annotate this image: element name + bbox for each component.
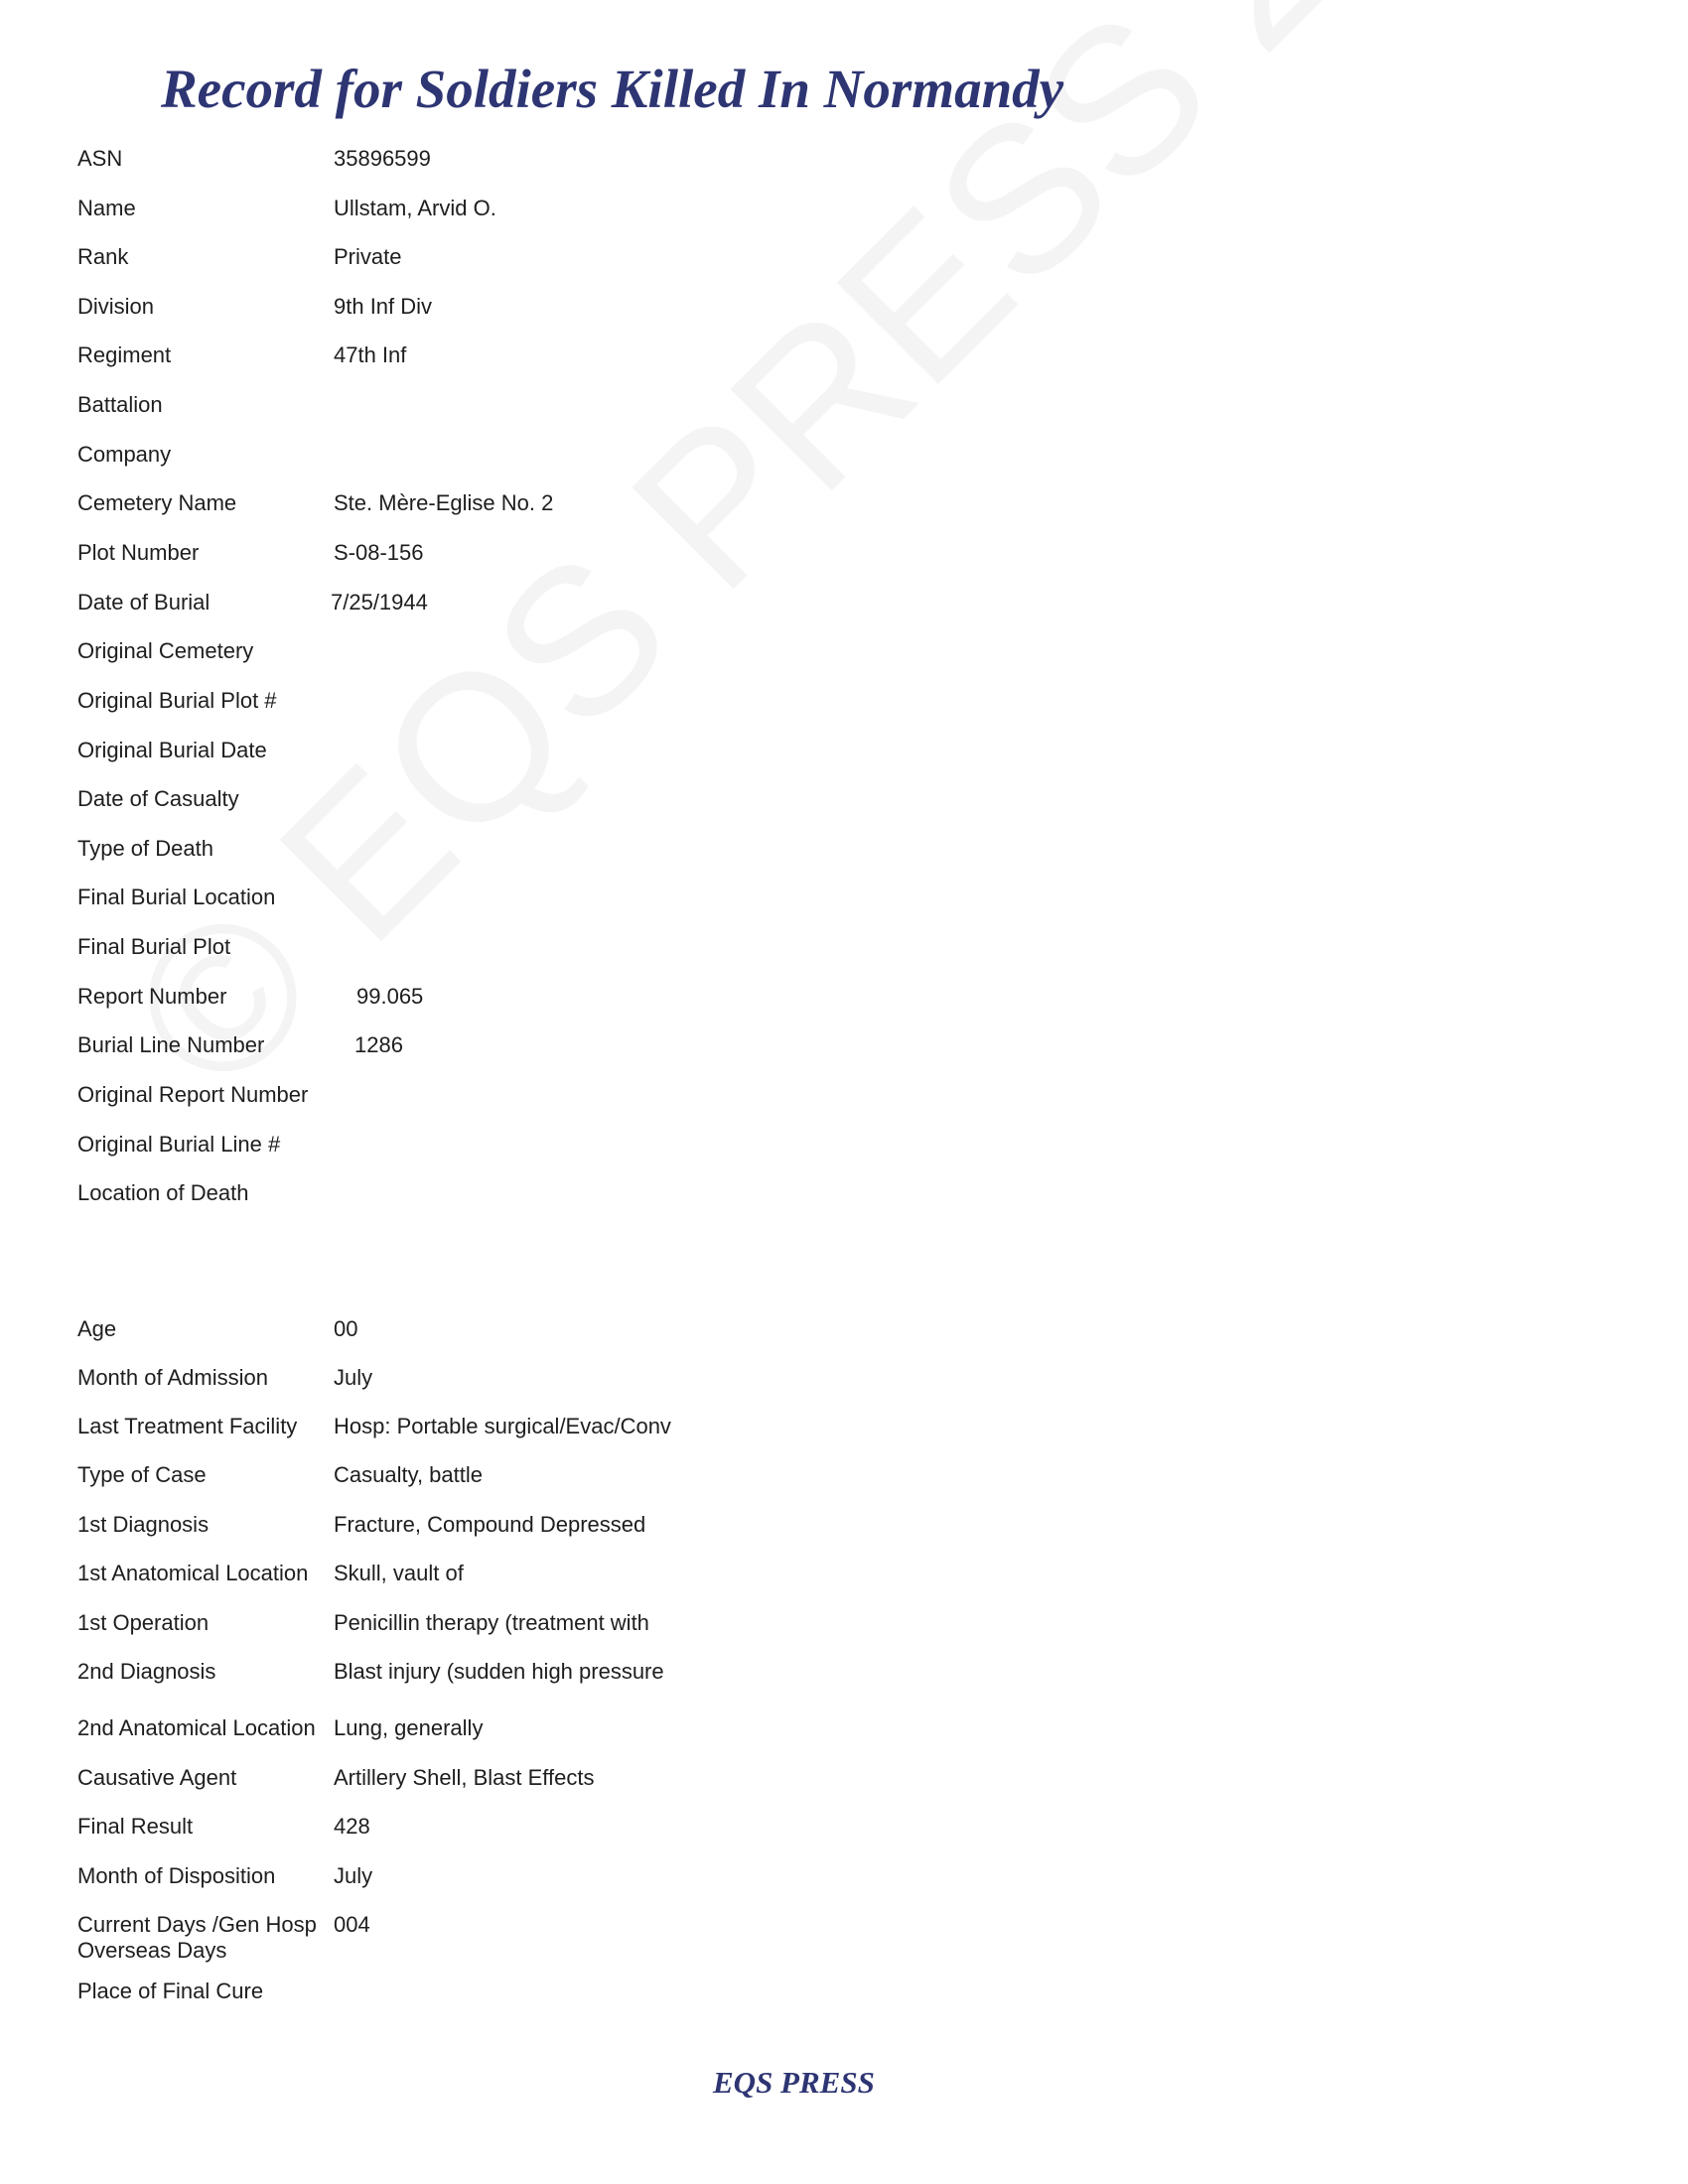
field-label: Date of Burial — [77, 590, 211, 614]
field-label: Original Burial Line # — [77, 1132, 281, 1157]
record-row-burial-line-number — [0, 1032, 1688, 1076]
field-label: Division — [77, 294, 155, 319]
record-row-original-burial-date — [0, 738, 1688, 781]
record-row-causative-agent — [0, 1765, 1688, 1809]
field-value: 00 — [334, 1316, 358, 1341]
record-row-original-report-number — [0, 1082, 1688, 1126]
field-label: Report Number — [77, 984, 227, 1009]
field-label: Age — [77, 1316, 117, 1341]
field-value: Hosp: Portable surgical/Evac/Conv — [334, 1414, 671, 1438]
record-row-original-cemetery — [0, 638, 1688, 682]
field-value: 99.065 — [356, 984, 424, 1009]
field-label: Last Treatment Facility — [77, 1414, 298, 1438]
field-label: 2nd Diagnosis — [77, 1659, 216, 1684]
field-label: Place of Final Cure — [77, 1979, 264, 2003]
field-value: S-08-156 — [334, 540, 424, 565]
field-value: Penicillin therapy (treatment with — [334, 1610, 649, 1635]
record-row-cemetery-name — [0, 490, 1688, 534]
field-value: July — [334, 1863, 373, 1888]
field-value: Casualty, battle — [334, 1462, 484, 1487]
field-label: Type of Case — [77, 1462, 207, 1487]
field-value: Artillery Shell, Blast Effects — [334, 1765, 595, 1790]
field-value: 9th Inf Div — [334, 294, 433, 319]
field-value: Ullstam, Arvid O. — [334, 196, 496, 220]
field-value: 47th Inf — [334, 342, 407, 367]
record-row-division — [0, 294, 1688, 338]
record-row-company — [0, 442, 1688, 485]
field-label: Month of Admission — [77, 1365, 268, 1390]
record-row-final-burial-plot — [0, 934, 1688, 978]
field-label: Date of Casualty — [77, 786, 239, 811]
field-label: 1st Diagnosis — [77, 1512, 210, 1537]
field-value: Lung, generally — [334, 1715, 484, 1740]
record-row-2nd-diagnosis — [0, 1659, 1688, 1703]
record-row-final-result — [0, 1814, 1688, 1857]
field-value: Skull, vault of — [334, 1561, 464, 1585]
record-row-month-of-admission — [0, 1365, 1688, 1409]
record-row-type-of-case — [0, 1462, 1688, 1506]
field-label: Final Burial Location — [77, 885, 276, 909]
field-label: Original Report Number — [77, 1082, 309, 1107]
field-label: Company — [77, 442, 172, 467]
record-row-name — [0, 196, 1688, 239]
footer-publisher: EQS PRESS — [713, 2065, 875, 2100]
record-row-final-burial-location — [0, 885, 1688, 928]
record-row-last-treatment-facility — [0, 1414, 1688, 1457]
record-row-type-of-death — [0, 836, 1688, 880]
field-value: Blast injury (sudden high pressure — [334, 1659, 664, 1684]
record-row-original-burial-plot — [0, 688, 1688, 732]
field-label: Causative Agent — [77, 1765, 237, 1790]
field-label-secondary: Overseas Days — [77, 1938, 227, 1963]
field-label: Cemetery Name — [77, 490, 237, 515]
field-label: Battalion — [77, 392, 163, 417]
record-row-2nd-anatomical-location — [0, 1715, 1688, 1759]
field-label: Original Burial Date — [77, 738, 267, 762]
field-label: Regiment — [77, 342, 172, 367]
record-row-1st-operation — [0, 1610, 1688, 1654]
field-value: Fracture, Compound Depressed — [334, 1512, 646, 1537]
field-value: 004 — [334, 1912, 370, 1937]
field-label: 1st Operation — [77, 1610, 210, 1635]
field-label: Burial Line Number — [77, 1032, 265, 1057]
field-label: Original Burial Plot # — [77, 688, 277, 713]
field-value: 35896599 — [334, 146, 431, 171]
record-row-location-of-death — [0, 1180, 1688, 1224]
record-row-month-of-disposition — [0, 1863, 1688, 1907]
record-row-rank — [0, 244, 1688, 288]
field-label: Final Result — [77, 1814, 194, 1839]
page-title: Record for Soldiers Killed In Normandy — [161, 59, 1064, 119]
record-row-age — [0, 1316, 1688, 1360]
field-value: 428 — [334, 1814, 370, 1839]
field-label: Original Cemetery — [77, 638, 254, 663]
record-row-1st-diagnosis — [0, 1512, 1688, 1556]
field-label: Rank — [77, 244, 129, 269]
record-row-date-of-casualty — [0, 786, 1688, 830]
field-label: Final Burial Plot — [77, 934, 231, 959]
field-label: 1st Anatomical Location — [77, 1561, 309, 1585]
record-row-place-of-final-cure — [0, 1979, 1688, 2022]
field-label: ASN — [77, 146, 123, 171]
record-row-date-of-burial — [0, 590, 1688, 633]
record-row-report-number — [0, 984, 1688, 1027]
field-label: Location of Death — [77, 1180, 249, 1205]
record-row-asn — [0, 146, 1688, 190]
record-row-1st-anatomical-location — [0, 1561, 1688, 1604]
field-label: Current Days /Gen Hosp — [77, 1912, 317, 1937]
field-value: 7/25/1944 — [331, 590, 428, 614]
field-label: Month of Disposition — [77, 1863, 276, 1888]
field-value: 1286 — [354, 1032, 403, 1057]
field-value: Ste. Mère-Eglise No. 2 — [334, 490, 554, 515]
record-row-original-burial-line — [0, 1132, 1688, 1175]
field-label: 2nd Anatomical Location — [77, 1715, 316, 1740]
record-row-current-days — [0, 1912, 1688, 1972]
record-row-battalion — [0, 392, 1688, 436]
field-value: July — [334, 1365, 373, 1390]
field-label: Name — [77, 196, 136, 220]
record-row-regiment — [0, 342, 1688, 386]
field-label: Plot Number — [77, 540, 200, 565]
field-value: Private — [334, 244, 402, 269]
field-label: Type of Death — [77, 836, 213, 861]
record-row-plot-number — [0, 540, 1688, 584]
